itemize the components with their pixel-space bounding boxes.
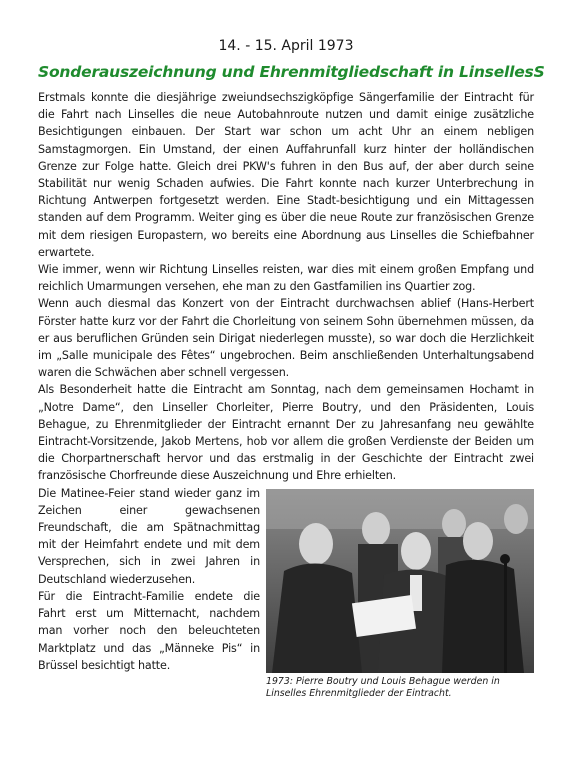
paragraph-6: Für die Eintracht-Familie endete die Fahrt erst um Mitternacht, nachdem man vorher noch den beleuchteten Marktplatz und das „Männeke Pis“ in Brüssel besichtigt hatte. [38,589,260,672]
group-photo-illustration [266,489,534,673]
group-photo [266,489,534,673]
paragraph-5: Die Matinee-Feier stand wieder ganz im Zeichen einer gewachsenen Freundschaft, die am Spätnachmittag mit der Heimfahrt endete und mit dem Versprechen, sich in zwei Jahren in Deutschland wiederzusehen. [38,486,260,586]
page-title: Sonderauszeichnung und Ehrenmitgliedschaft in LinsellesS [38,63,545,81]
photo-caption: 1973: Pierre Boutry und Louis Behague werden in Linselles Ehrenmitglieder der Eintracht. [266,675,500,699]
paragraph-2: Wie immer, wenn wir Richtung Linselles reisten, war dies mit einem großen Empfang und reichlich Umarmungen versehen, ehe man zu den Gastfamilien ins Quartier zog. [38,263,534,294]
page-date: 14. - 15. April 1973 [218,38,354,54]
photo-figure [266,489,534,700]
paragraph-1: Erstmals konnte die diesjährige zweiundsechszigköpfige Sängerfamilie der Eintracht für die Fahrt nach Linselles die neue Autobahnroute nutzen und damit einige zusätzliche Besichtigungen einbauen. Der Start war schon um acht Uhr an einem nebligen Samstagmorgen. Ein Umstand, der einen Auffahrunfall kurz hinter der holländischen Grenze zur Folge hatte. Gleich drei PKW's fuhren in den Bus auf, der aber durch seine Stabilität nur wenig Schaden aufwies. Die Fahrt konnte nach kurzer Unterbrechung in Richtung Antwerpen fortgesetzt werden. Eine Stadt-besichtigung und ein Mittagessen standen auf dem Programm. Weiter ging es über die neue Route zur französischen Grenze mit dem riesigen Europastern, wo bereits eine Abordnung aus Linselles die Schiefbahner erwartete. [38,91,534,259]
page [38,38,545,699]
paragraph-3: Wenn auch diesmal das Konzert von der Eintracht durchwachsen ablief (Hans-Herbert Förster hatte kurz vor der Fahrt die Chorleitung von seinem Sohn übernehmen müssen, da er aus beruflichen Gründen sein Dirigat niederlegen musste), so war doch die Herzlichkeit im „Salle municipale des Fêtes“ ungebrochen. Beim anschließenden Unterhaltungsabend waren die Schwächen aber schnell vergessen. [38,297,534,380]
left-column [38,485,260,674]
paragraph-4: Als Besonderheit hatte die Eintracht am Sonntag, nach dem gemeinsamen Hochamt in „Notre Dame“, den Linseller Chorleiter, Pierre Boutry, und den Präsidenten, Louis Behague, zu Ehrenmitglieder der Eintracht ernannt Der zu Jahresanfang neu gewählte Eintracht-Vorsitzende, Jakob Mertens, hob vor allem die großen Verdienste der Beiden um die Chorpartnerschaft hervor und das erstmalig in der Geschichte der Eintracht zwei französische Chorfreunde diese Auszeichnung und Ehre erhielten. [38,383,534,483]
